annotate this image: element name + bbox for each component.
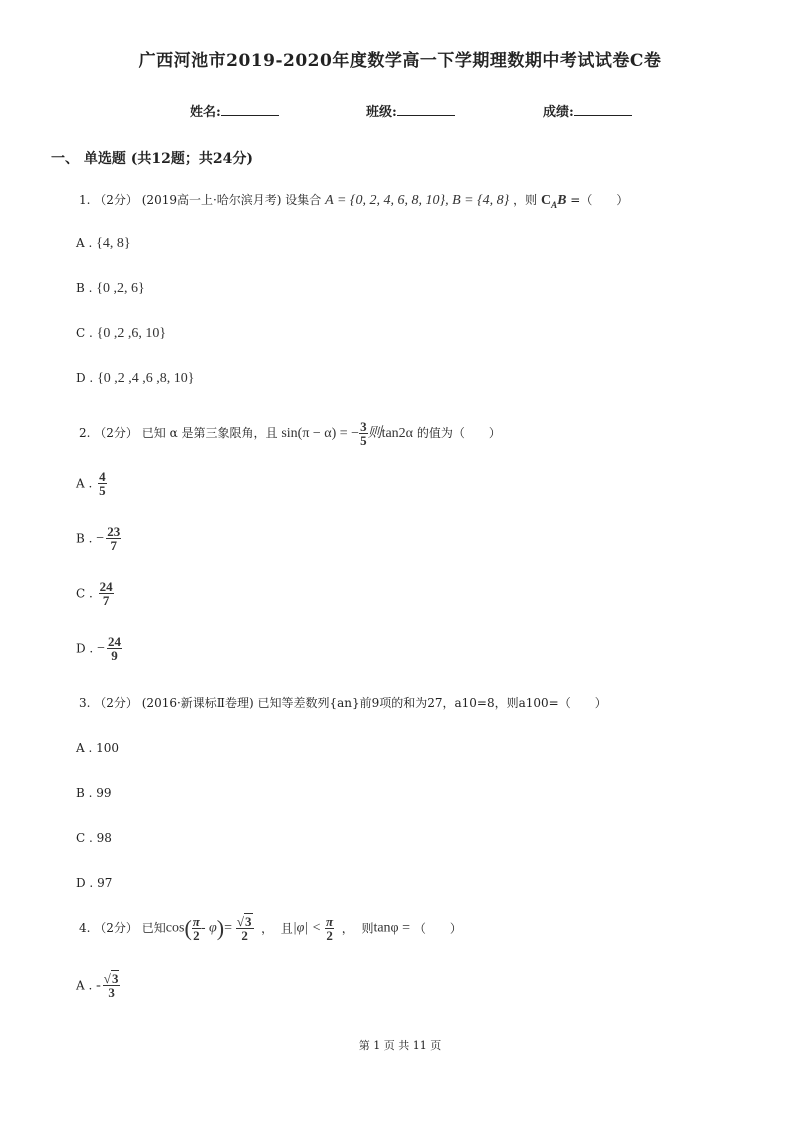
score-field[interactable]	[543, 101, 632, 120]
option-c[interactable]: C . $\frac{24}{7}$	[76, 579, 113, 608]
math-then: 则	[367, 426, 382, 441]
name-blank[interactable]	[221, 103, 279, 116]
math-tan: tan2α	[381, 426, 414, 441]
option-d[interactable]: D . 97	[76, 876, 113, 890]
question-2	[79, 420, 501, 447]
class-blank[interactable]	[397, 103, 455, 116]
question-text: ，则	[513, 193, 538, 207]
math-cos: cos	[165, 920, 185, 936]
option-a[interactable]: A . $\frac{4}{5}$	[76, 469, 106, 498]
score-label: 成绩:	[543, 105, 574, 120]
option-b[interactable]: B . − $\frac{23}{7}$	[76, 524, 121, 553]
question-source: (2019高一上·哈尔滨月考)	[141, 193, 282, 207]
class-label: 班级:	[366, 105, 397, 120]
question-1	[79, 191, 628, 210]
question-text: (2016·新课标Ⅱ卷理) 已知等差数列{an}前9项的和为27，a10=8，则a100=（ ）	[141, 696, 607, 710]
question-text: 已知	[141, 921, 166, 935]
math-sin: sin(π − α) = −	[281, 426, 360, 441]
option-a[interactable]: A . 100	[76, 741, 120, 755]
class-field[interactable]	[366, 101, 455, 120]
option-d[interactable]: D . {0 ,2 ,4 ,6 ,8, 10}	[76, 371, 195, 386]
question-score: （2分）	[94, 426, 138, 440]
option-b[interactable]: B . {0 ,2, 6}	[76, 281, 145, 296]
math-tan-phi: tanφ =	[373, 920, 411, 936]
math-condition: |φ| <	[292, 920, 322, 936]
math-fraction: $\frac{3}{5}$	[360, 419, 367, 448]
math-sqrt-fraction: $\frac{√3}{2}$	[236, 914, 252, 943]
question-4: 4. （2分） 已知cos( $\frac{\pi}{2}$ - φ)= $\frac{√3}{2}$ ， 且|φ| < $\frac{\pi}{2}$ ， 则tanφ = （ ）	[79, 914, 462, 943]
score-blank[interactable]	[574, 103, 632, 116]
option-b[interactable]: B . 99	[76, 786, 112, 800]
question-text: 的值为（ ）	[416, 426, 501, 440]
section-heading: 一、 单选题 (共12题；共24分)	[51, 151, 253, 167]
question-text: =（ ）	[570, 193, 629, 207]
option-d[interactable]: D . − $\frac{24}{9}$	[76, 634, 121, 663]
question-score: （2分）	[94, 696, 138, 710]
question-text: 已知 α 是第三象限角，且	[141, 426, 278, 440]
question-number: 3.	[79, 696, 91, 710]
question-number: 4.	[79, 921, 91, 935]
question-number: 2.	[79, 426, 91, 440]
math-sets: A = {0, 2, 4, 6, 8, 10}, B = {4, 8}	[325, 193, 510, 208]
option-c[interactable]: C . 98	[76, 831, 112, 845]
question-3	[79, 694, 607, 711]
name-field[interactable]	[190, 101, 279, 120]
question-score: （2分）	[94, 193, 138, 207]
option-c[interactable]: C . {0 ,2 ,6, 10}	[76, 326, 167, 341]
question-number: 1.	[79, 193, 91, 207]
option-a[interactable]: A . - $\frac{√3}{3}$	[76, 971, 119, 1000]
page-footer: 第 1 页 共 11 页	[358, 1039, 442, 1052]
math-complement: $C_AB$	[540, 193, 567, 210]
page-title: 广西河池市2019-2020年度数学高一下学期理数期中考试试卷C卷	[138, 51, 662, 71]
name-label: 姓名:	[190, 105, 221, 120]
option-a[interactable]: A . {4, 8}	[76, 236, 131, 251]
question-text: 设集合	[285, 193, 322, 207]
question-score: （2分）	[94, 921, 138, 935]
